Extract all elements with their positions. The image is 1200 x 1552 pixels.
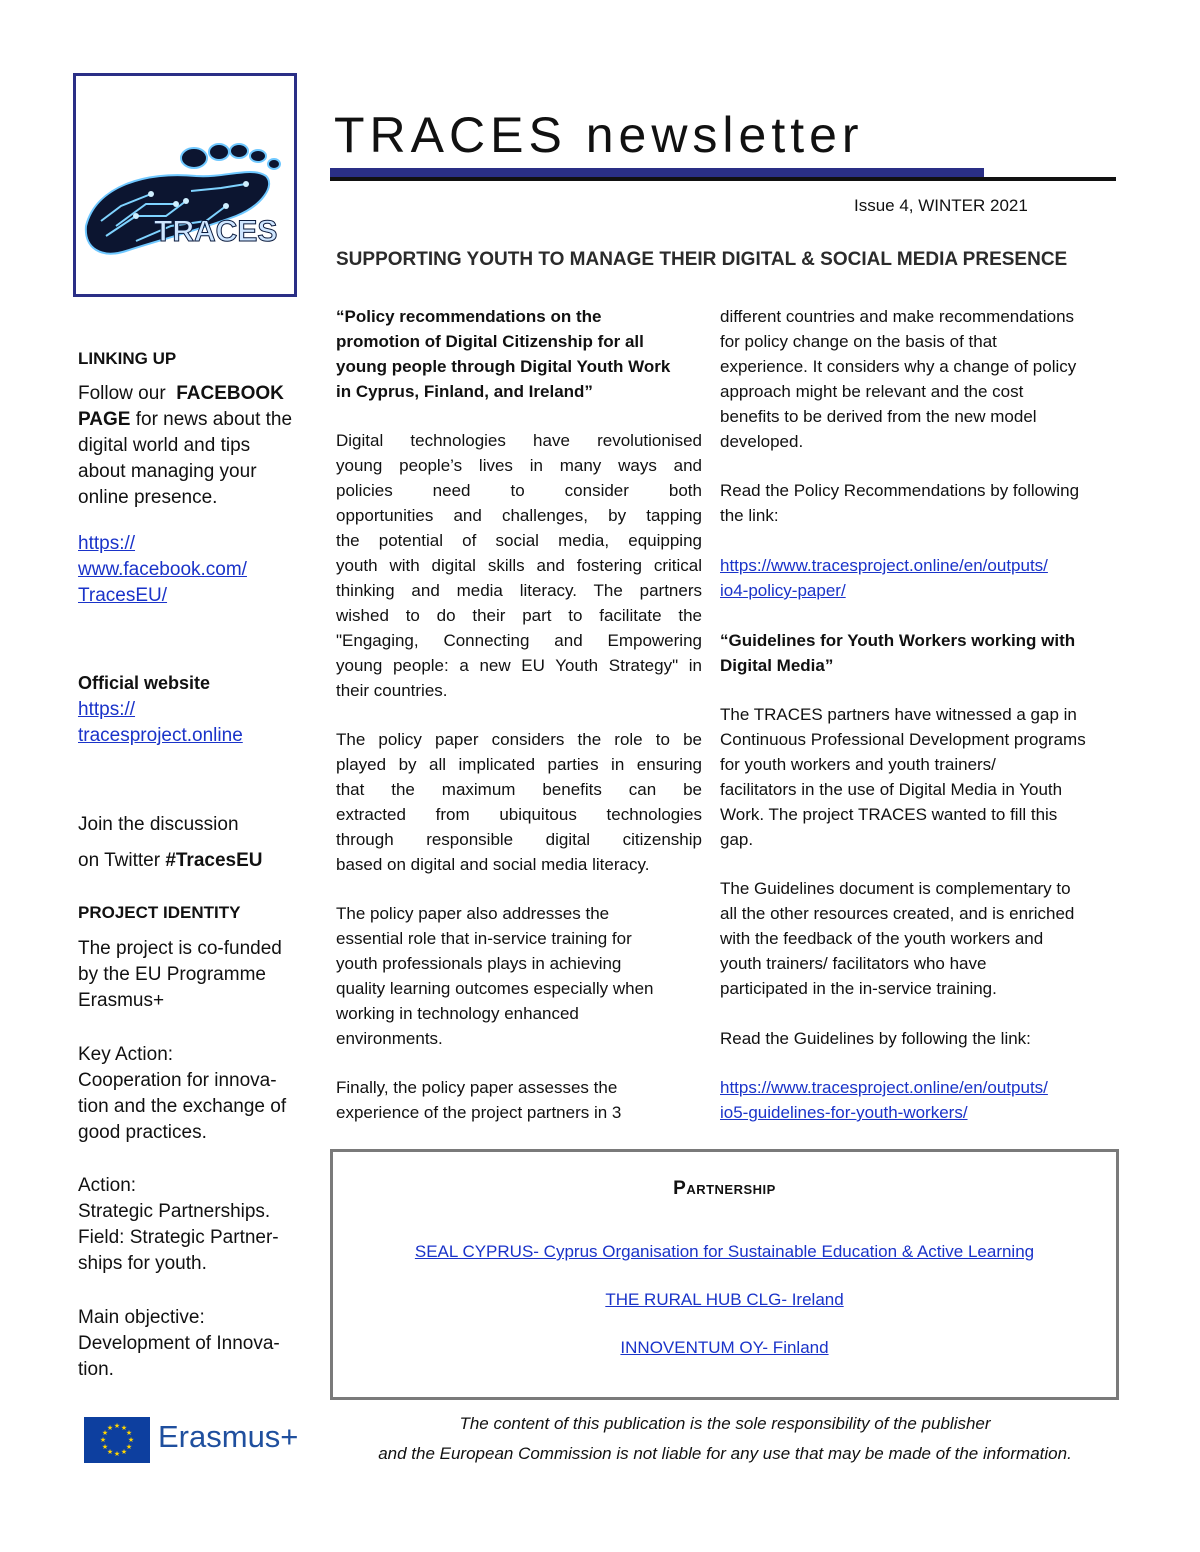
disclaimer-line-1: The content of this publication is the sole responsibility of the publisher [459, 1414, 991, 1433]
title-rule-black [330, 177, 1116, 181]
objective-line: tion. [78, 1359, 114, 1380]
quote-title-line: promotion of Digital Citizenship for all [336, 332, 644, 351]
paragraph-line: youth trainers/ facilitators who have [720, 954, 987, 973]
facebook-link-line[interactable]: TracesEU/ [78, 585, 168, 606]
svg-text:★: ★ [101, 1443, 109, 1451]
guidelines-link-line[interactable]: io5-guidelines-for-youth-workers/ [720, 1103, 968, 1122]
follow-text-line: Follow our [78, 383, 166, 404]
partner-item[interactable] [333, 1338, 1116, 1358]
facebook-link-line[interactable]: https:// [78, 533, 136, 554]
svg-text:★: ★ [120, 1424, 128, 1432]
identity-line: The project is co-funded [78, 938, 282, 959]
identity-line: by the EU Programme [78, 964, 266, 985]
action-text [78, 1173, 279, 1277]
paragraph-line: with the feedback of the youth workers and [720, 929, 1044, 948]
quote-title-line: young people through Digital Youth Work [336, 357, 671, 376]
paragraph-line: The policy paper considers the role to be [336, 730, 702, 749]
join-discussion-line: Join the discussion [78, 814, 239, 835]
paragraph-line: different countries and make recommendations [720, 307, 1075, 326]
paragraph-line: Finally, the policy paper assesses the [336, 1078, 618, 1097]
paragraph-line: essential role that in-service training for [336, 929, 632, 948]
key-action-text [78, 1042, 286, 1146]
paragraph-line: for youth workers and youth trainers/ [720, 755, 996, 774]
policy-paper-link-line[interactable]: https://www.tracesproject.online/en/outputs/ [720, 556, 1048, 575]
col2-paragraph-1 [720, 304, 1120, 454]
policy-paper-link-line[interactable]: io4-policy-paper/ [720, 581, 846, 600]
issue-label: Issue 4, WINTER 2021 [854, 196, 1028, 215]
action-line: Strategic Partnerships. [78, 1201, 271, 1222]
paragraph-line: gap. [720, 830, 754, 849]
paragraph-line: for policy change on the basis of that [720, 332, 997, 351]
paragraph-line: thinking and media literacy. The partners [336, 581, 702, 600]
quote-title-line: in Cyprus, Finland, and Ireland” [336, 382, 593, 401]
paragraph-line: approach might be relevant and the cost [720, 382, 1024, 401]
quote-title-line: “Policy recommendations on the [336, 307, 602, 326]
identity-text [78, 936, 282, 1014]
action-line: ships for youth. [78, 1253, 207, 1274]
policy-quote-title [336, 304, 706, 404]
paragraph-line: Work. The project TRACES wanted to fill this [720, 805, 1058, 824]
official-website-heading: Official website [78, 673, 211, 693]
paragraph-line: their countries. [336, 681, 448, 700]
svg-text:★: ★ [101, 1429, 109, 1437]
facebook-label: FACEBOOK [176, 383, 284, 404]
eu-stars-icon [84, 1417, 150, 1463]
follow-text-line: digital world and tips [78, 435, 251, 456]
paragraph-line: that the maximum benefits can be [336, 780, 702, 799]
paragraph-line: quality learning outcomes especially when [336, 979, 654, 998]
paragraph-line: experience of the project partners in 3 [336, 1103, 622, 1122]
title-rule-blue [330, 168, 984, 177]
logo-wordmark: TRACES [154, 215, 278, 248]
svg-text:★: ★ [125, 1443, 133, 1451]
paragraph-line: The policy paper also addresses the [336, 904, 610, 923]
website-link-line[interactable]: https:// [78, 699, 136, 720]
svg-text:★: ★ [125, 1429, 133, 1437]
svg-text:★: ★ [106, 1424, 114, 1432]
traces-logo-frame [73, 73, 297, 297]
facebook-link[interactable] [78, 531, 247, 609]
paragraph-line: The TRACES partners have witnessed a gap in [720, 705, 1077, 724]
disclaimer-line-2: and the European Commission is not liable for any use that may be made of the information. [378, 1444, 1072, 1463]
paragraph-line: policies need to consider both [336, 481, 702, 500]
svg-text:★: ★ [106, 1448, 114, 1456]
col2-paragraph-5: Read the Guidelines by following the link: [720, 1029, 1031, 1048]
svg-text:★: ★ [99, 1436, 107, 1444]
paragraph-line: facilitators in the use of Digital Media in Youth [720, 780, 1063, 799]
erasmus-wordmark: Erasmus+ [158, 1419, 299, 1454]
paragraph-line: experience. It considers why a change of policy [720, 357, 1077, 376]
policy-paragraph-1 [336, 428, 702, 703]
paragraph-line: young people: a new EU Youth Strategy" in [336, 656, 702, 675]
policy-paper-link[interactable] [720, 553, 1120, 603]
guidelines-title-line: “Guidelines for Youth Workers working with [720, 631, 1076, 650]
traces-logo-icon [76, 76, 294, 294]
action-line: Field: Strategic Partner- [78, 1227, 279, 1248]
paragraph-line: played by all implicated parties in ensuring [336, 755, 702, 774]
guidelines-title-line: Digital Media” [720, 656, 834, 675]
eu-flag-icon [84, 1417, 150, 1463]
paragraph-line: youth professionals plays in achieving [336, 954, 622, 973]
guidelines-link-line[interactable]: https://www.tracesproject.online/en/outputs/ [720, 1078, 1048, 1097]
guidelines-link[interactable] [720, 1075, 1120, 1125]
partnership-title: Partnership [673, 1178, 776, 1199]
paragraph-line: "Engaging, Connecting and Empowering [336, 631, 702, 650]
paragraph-line: the potential of social media, equipping [336, 531, 702, 550]
svg-text:★: ★ [113, 1450, 121, 1458]
paragraph-line: through responsible digital citizenship [336, 830, 702, 849]
objective-text [78, 1305, 280, 1383]
paragraph-line: Continuous Professional Development programs [720, 730, 1086, 749]
follow-text-line: for news about the [135, 409, 293, 430]
key-action-line: Cooperation for innova- [78, 1070, 277, 1091]
paragraph-line: opportunities and challenges, by tapping [336, 506, 702, 525]
paragraph-line: participated in the in-service training. [720, 979, 997, 998]
follow-text-line: about managing your [78, 461, 257, 482]
paragraph-line: The Guidelines document is complementary to [720, 879, 1071, 898]
key-action-line: Key Action: [78, 1044, 174, 1065]
twitter-text: on Twitter [78, 850, 161, 871]
policy-paragraph-3 [336, 901, 706, 1051]
facebook-link-line[interactable]: www.facebook.com/ [78, 559, 247, 580]
partner-item[interactable] [333, 1290, 1116, 1310]
website-link[interactable] [78, 697, 243, 749]
paragraph-line: working in technology enhanced [336, 1004, 579, 1023]
col2-paragraph-4 [720, 876, 1120, 1001]
hashtag: #TracesEU [165, 850, 263, 871]
partner-link-innoventum[interactable]: INNOVENTUM OY- Finland [620, 1338, 829, 1357]
paragraph-line: wished to do their part to facilitate the [336, 606, 702, 625]
erasmus-logo [84, 1417, 304, 1463]
action-line: Action: [78, 1175, 137, 1196]
twitter-line [78, 848, 263, 874]
paragraph-line: developed. [720, 432, 804, 451]
col2-paragraph-2 [720, 478, 1120, 528]
follow-text-line: online presence. [78, 487, 218, 508]
project-identity-heading: PROJECT IDENTITY [78, 903, 241, 922]
identity-line: Erasmus+ [78, 990, 165, 1011]
newsletter-title: TRACES newsletter [334, 107, 864, 163]
partner-item[interactable] [333, 1242, 1116, 1262]
paragraph-line: Read the Policy Recommendations by following [720, 481, 1080, 500]
follow-text [78, 381, 318, 511]
svg-text:★: ★ [113, 1422, 121, 1430]
policy-paragraph-4 [336, 1075, 706, 1125]
headline: SUPPORTING YOUTH TO MANAGE THEIR DIGITAL & SOCIAL MEDIA PRESENCE [336, 249, 1068, 270]
paragraph-line: Digital technologies have revolutionised [336, 431, 702, 450]
partnership-box [330, 1149, 1119, 1400]
svg-text:★: ★ [127, 1436, 135, 1444]
partner-link-seal-cyprus[interactable]: SEAL CYPRUS- Cyprus Organisation for Sustainable Education & Active Learning [414, 1242, 1035, 1261]
paragraph-line: extracted from ubiquitous technologies [336, 805, 702, 824]
page-label: PAGE [78, 409, 131, 430]
paragraph-line: based on digital and social media literacy. [336, 855, 650, 874]
website-link-line[interactable]: tracesproject.online [78, 725, 243, 746]
key-action-line: good practices. [78, 1122, 207, 1143]
paragraph-line: environments. [336, 1029, 443, 1048]
col2-paragraph-3 [720, 702, 1130, 852]
objective-line: Development of Innova- [78, 1333, 280, 1354]
paragraph-line: young people’s lives in many ways and [336, 456, 702, 475]
policy-paragraph-2 [336, 727, 702, 877]
svg-text:★: ★ [120, 1448, 128, 1456]
paragraph-line: benefits to be derived from the new model [720, 407, 1037, 426]
guidelines-title [720, 628, 1120, 678]
partner-link-rural-hub[interactable]: THE RURAL HUB CLG- Ireland [605, 1290, 844, 1309]
paragraph-line: youth with digital skills and fostering critical [336, 556, 702, 575]
key-action-line: tion and the exchange of [78, 1096, 287, 1117]
objective-line: Main objective: [78, 1307, 205, 1328]
paragraph-line: the link: [720, 506, 779, 525]
paragraph-line: all the other resources created, and is enriched [720, 904, 1075, 923]
linking-up-heading: LINKING UP [78, 349, 177, 368]
